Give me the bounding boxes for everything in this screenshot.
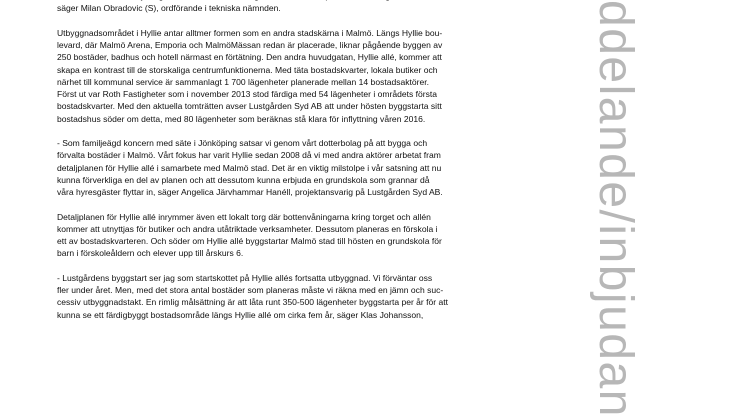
text-line: - Lustgårdens byggstart ser jag som startskottet på Hyllie allés fortsatta utbyggnad. Vi förväntar oss	[57, 272, 433, 283]
text-line: barn i förskoleåldern och elever upp till årskurs 6.	[57, 248, 244, 259]
vertical-section-label: ddelande/inbjudan	[589, 0, 642, 418]
paragraph-2	[57, 27, 587, 125]
text-line: Utbyggnadsområdet i Hyllie antar alltmer formen som en andra stadskärna i Malmö. Längs Hyllie bou-	[57, 27, 443, 38]
paragraph-4	[57, 211, 587, 260]
text-line: levard, där Malmö Arena, Emporia och MalmöMässan redan är placerade, liknar pågående byggen av	[57, 40, 443, 50]
paragraph-5	[57, 272, 587, 321]
text-line: ett av bostadskvarteren. Och söder om Hyllie allé byggstartar Malmö stad till hösten en grundskola för	[57, 236, 442, 246]
vertical-label-area	[589, 0, 697, 419]
text-line: 250 bostäder, badhus och hotell närmast en förtätning. Den andra huvudgatan, Hyllie allé, kommer att	[57, 52, 442, 63]
text-line: fler under året. Men, med det stora antal bostäder som planeras måste vi räkna med en jämn och suc-	[57, 285, 444, 295]
text-line: våra hyresgäster flyttar in, säger Angelica Järvhammar Hanéll, projektansvarig på Lustgården Syd AB.	[57, 187, 443, 197]
text-line: skapa en kontrast till de storskaliga centrumfunktionerna. Med täta bostadskvarter, lokala butiker och	[57, 64, 438, 75]
text-line: förvalta bostäder i Malmö. Vårt fokus har varit Hyllie sedan 2008 då vi med andra aktörer arbetat fram	[57, 150, 441, 161]
text-line: - Som familjeägd koncern med säte i Jönköping satsar vi genom vårt dotterbolag på att bygga och	[57, 138, 428, 148]
text-line: Detaljplanen för Hyllie allé inrymmer även ett lokalt torg där bottenvåningarna kring torget och allén	[57, 211, 431, 222]
text-line: kunna se ett färdigbyggt bostadsområde längs Hyllie allé om cirka fem år, säger Klas Johansson,	[57, 309, 424, 320]
article-body	[57, 0, 587, 321]
text-line: detaljplanen för Hyllie allé i samarbete med Malmö stad. Det är en viktig milstolpe i vår satsning att nu	[57, 162, 442, 173]
text-line: kunna förverkliga en del av planen och att dessutom kunna erbjuda en grundskola som grannar då	[57, 174, 430, 185]
text-line: närhet till kommunal service är sammanlagt 1 700 lägenheter planerade mellan 14 bostadsaktörer.	[57, 76, 429, 87]
text-line: Först ut var Roth Fastigheter som i november 2013 stod färdiga med 54 lägenheter i områdets första	[57, 89, 438, 99]
text-line: bostadshus söder om detta, med 80 lägenheter som beräknas stå klara för inflyttning våren 2016.	[57, 113, 426, 124]
text-line: säger Milan Obradovic (S), ordförande i tekniska nämnden.	[57, 3, 281, 14]
text-line: bostadskvarter. Med den aktuella tomträtten avser Lustgården Syd AB att under hösten byggstarta sitt	[57, 101, 442, 112]
text-line: kommer att utnyttjas för butiker och andra utåtriktade verksamheter. Dessutom planeras en förskola i	[57, 223, 438, 234]
paragraph-3	[57, 137, 587, 198]
text-line: cessiv utbyggnadstakt. En rimlig målsättning är att låta runt 350-500 lägenheter byggstarta per år för att	[57, 297, 448, 308]
paragraph-1	[57, 0, 587, 15]
